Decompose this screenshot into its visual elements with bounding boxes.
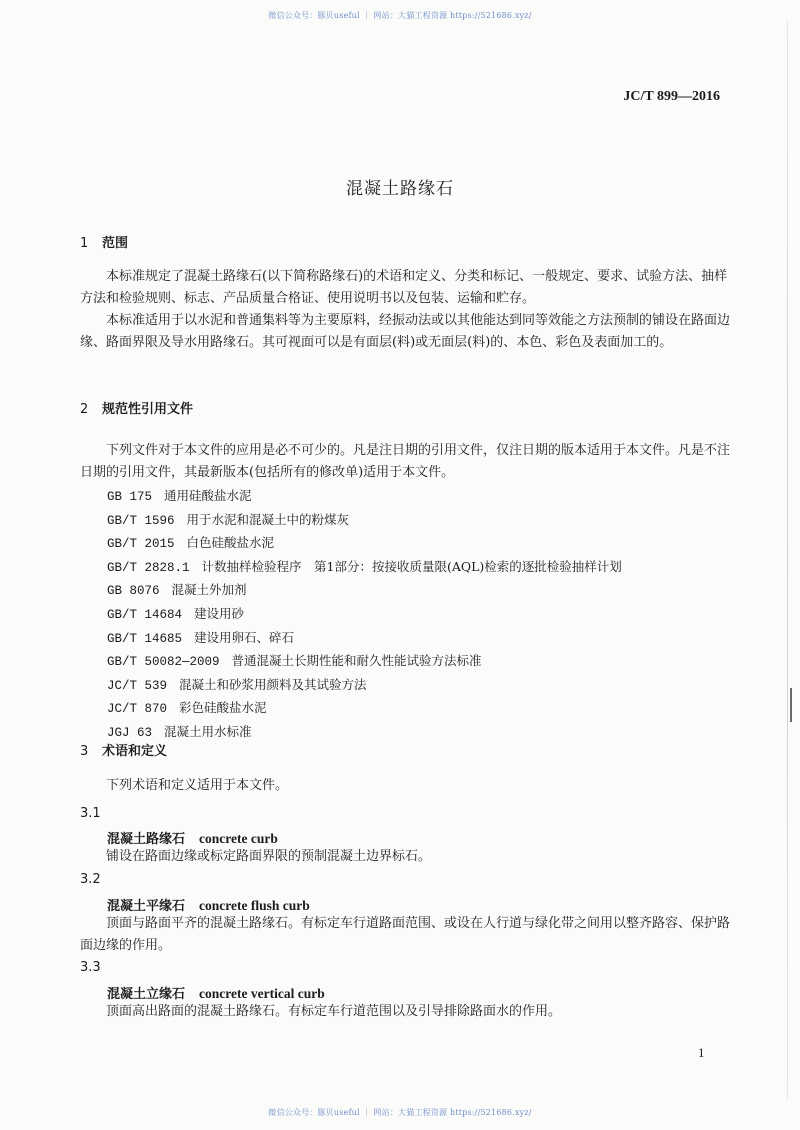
reference-title: 计数抽样检验程序 第1部分：按接收质量限(AQL)检索的逐批检验抽样计划 [201, 558, 622, 574]
references-intro: 下列文件对于本文件的应用是必不可少的。凡是注日期的引用文件，仅注日期的版本适用于本文件。凡是不注日期的引用文件，其最新版本(包括所有的修改单)适用于本文件。 [80, 443, 731, 480]
term-name-zh: 混凝土立缘石 [107, 987, 186, 1002]
reference-item [107, 578, 622, 602]
term-name [107, 895, 310, 914]
section-number: 1 [80, 236, 89, 251]
section-heading-1 [80, 232, 128, 251]
reference-item [107, 626, 622, 650]
term-name-zh: 混凝土平缘石 [107, 899, 186, 914]
section-heading-3 [80, 740, 167, 759]
section-number: 3 [80, 744, 89, 759]
watermark-top: 微信公众号：豚贝useful ｜ 网站：大猫工程资源 https://521686.xyz/ [268, 11, 532, 20]
term-name [107, 828, 278, 847]
scan-artifact [790, 688, 792, 722]
reference-code: GB/T 1596 [107, 513, 175, 528]
reference-code: GB/T 14685 [107, 631, 183, 646]
reference-item [107, 531, 622, 555]
reference-item [107, 602, 622, 626]
section-title: 术语和定义 [102, 744, 168, 759]
scope-paragraph-1: 本标准规定了混凝土路缘石(以下简称路缘石)的术语和定义、分类和标记、一般规定、要求、试验方法、抽样方法和检验规则、标志、产品质量合格证、使用说明书以及包装、运输和贮存。 [80, 269, 728, 306]
term-definition: 顶面与路面平齐的混凝土路缘石。有标定车行道路面范围、或设在人行道与绿化带之间用以整齐路容、保护路面边缘的作用。 [80, 916, 731, 953]
reference-title: 用于水泥和混凝土中的粉煤灰 [186, 511, 350, 527]
term-number: 3.3 [80, 960, 101, 975]
reference-list [107, 484, 622, 744]
reference-code: GB/T 2015 [107, 537, 175, 552]
reference-title: 混凝土外加剂 [171, 582, 247, 598]
section-number: 2 [80, 402, 89, 417]
term-number: 3.2 [80, 872, 101, 887]
section-title: 规范性引用文件 [102, 402, 194, 417]
reference-title: 建设用卵石、碎石 [194, 629, 295, 645]
reference-code: JGJ 63 [107, 725, 153, 740]
reference-item [107, 508, 622, 532]
terms-intro: 下列术语和定义适用于本文件。 [106, 778, 289, 793]
reference-code: GB/T 14684 [107, 607, 183, 622]
reference-title: 混凝土用水标准 [164, 723, 252, 739]
reference-item [107, 484, 622, 508]
page-number: 1 [698, 1045, 705, 1060]
reference-code: GB/T 2828.1 [107, 560, 190, 575]
term-name-en: concrete flush curb [199, 898, 310, 913]
term-name-zh: 混凝土路缘石 [107, 832, 186, 847]
section-title: 范围 [102, 236, 129, 251]
term-name-en: concrete vertical curb [199, 986, 325, 1001]
term-definition: 铺设在路面边缘或标定路面界限的预制混凝土边界标石。 [106, 849, 432, 864]
reference-code: GB/T 50082—2009 [107, 655, 220, 670]
scope-paragraph-2: 本标准适用于以水泥和普通集料等为主要原料，经振动法或以其他能达到同等效能之方法预制的铺设在路面边缘、路面界限及导水用路缘石。其可视面可以是有面层(料)或无面层(料)的、本色、彩色及表面加工的。 [80, 313, 731, 350]
term-name-en: concrete curb [199, 831, 278, 846]
reference-title: 混凝土和砂浆用颜料及其试验方法 [179, 676, 367, 692]
watermark-bottom: 微信公众号：豚贝useful ｜ 网站：大猫工程资源 https://521686.xyz/ [268, 1108, 532, 1117]
reference-code: JC/T 870 [107, 702, 168, 717]
reference-title: 白色硅酸盐水泥 [186, 535, 275, 551]
reference-title: 通用硅酸盐水泥 [164, 488, 252, 503]
reference-item [107, 555, 622, 579]
reference-item [107, 720, 622, 744]
document-title: 混凝土路缘石 [346, 179, 454, 199]
reference-title: 彩色硅酸盐水泥 [179, 700, 267, 716]
reference-item [107, 649, 622, 673]
term-number: 3.1 [80, 806, 101, 821]
reference-item [107, 696, 622, 720]
reference-code: GB 8076 [107, 584, 160, 599]
section-heading-2 [80, 398, 193, 417]
reference-code: GB 175 [107, 490, 153, 504]
reference-title: 建设用砂 [194, 605, 245, 621]
term-name [107, 983, 325, 1002]
standard-code: JC/T 899—2016 [623, 89, 720, 104]
reference-title: 普通混凝土长期性能和耐久性能试验方法标准 [231, 653, 482, 669]
reference-item [107, 673, 622, 697]
term-definition: 顶面高出路面的混凝土路缘石。有标定车行道范围以及引导排除路面水的作用。 [106, 1004, 562, 1019]
reference-code: JC/T 539 [107, 678, 168, 693]
